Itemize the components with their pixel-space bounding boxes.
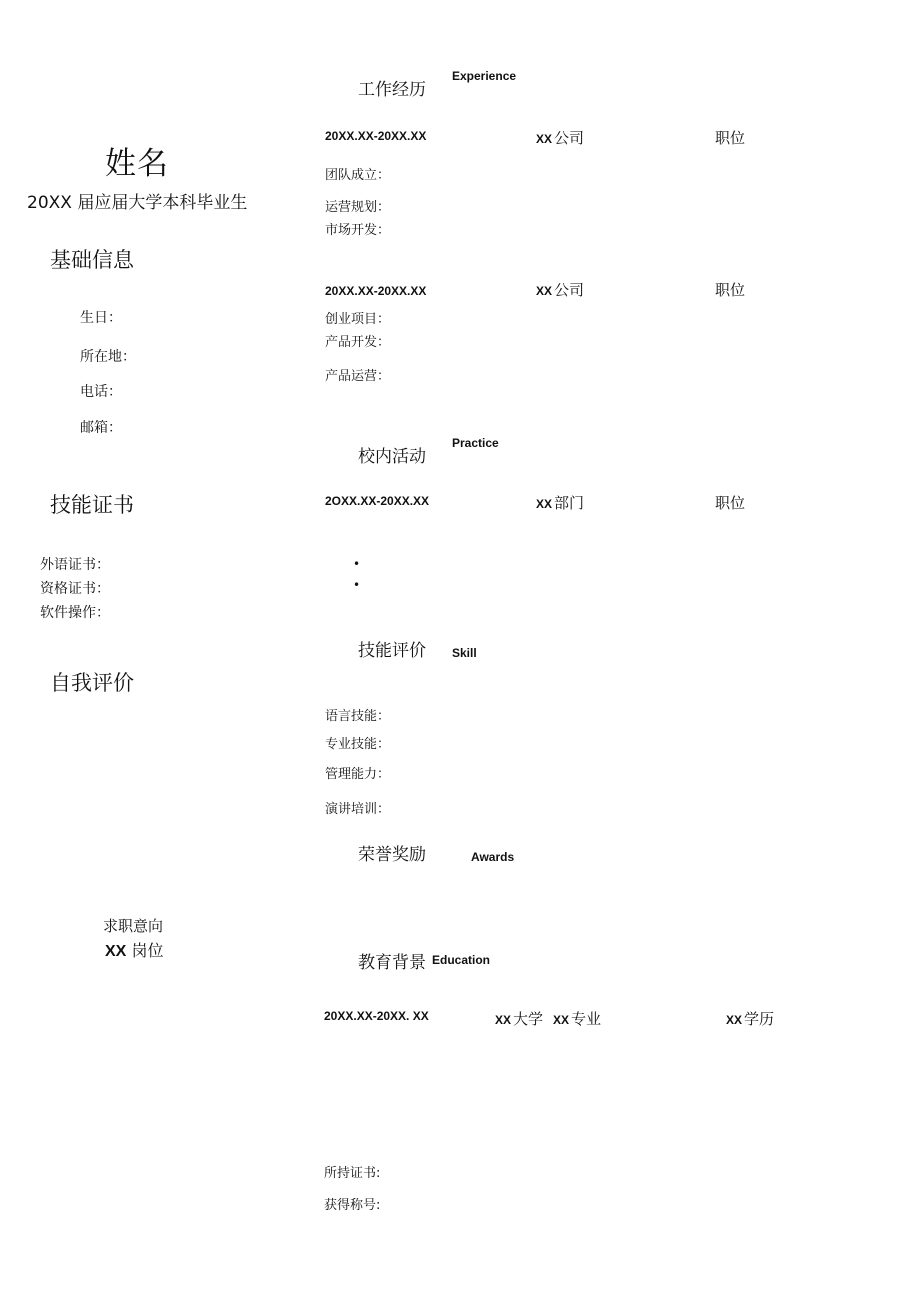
education-titles-label: 获得称号: (324, 1198, 381, 1213)
exp1-item-team: 团队成立： (325, 168, 391, 183)
exp1-org-xx: XX (536, 132, 553, 146)
education-date: 20XX.XX-20XX. XX (324, 1009, 429, 1023)
education-heading: 教育背景 (358, 953, 426, 973)
education-tag: Education (432, 953, 491, 967)
self-eval-heading: 自我评价 (50, 671, 134, 695)
education-major-text: 专业 (571, 1010, 602, 1028)
candidate-name: 姓名 (105, 146, 169, 182)
skill-item-speech: 演讲培训： (325, 802, 391, 817)
job-intent-value (105, 938, 163, 961)
birthday-label: 生日： (80, 310, 122, 326)
exp1-org-text: 公司 (554, 129, 585, 147)
practice-position: 职位 (715, 494, 746, 512)
exp1-item-market: 市场开发： (325, 223, 391, 238)
exp2-date: 20XX.XX-20XX.XX (325, 284, 427, 298)
qualification-cert-label: 资格证书： (40, 581, 110, 597)
skill-item-language: 语言技能： (325, 709, 391, 724)
practice-org (536, 492, 584, 513)
awards-tag: Awards (471, 850, 515, 864)
education-school-text: 大学 (513, 1010, 544, 1028)
location-label: 所在地： (80, 349, 136, 365)
exp1-date: 20XX.XX-20XX.XX (325, 129, 427, 143)
practice-tag: Practice (452, 436, 499, 450)
practice-org-xx: XX (536, 497, 553, 511)
exp1-org (536, 127, 584, 148)
practice-bullet: • (353, 578, 361, 592)
practice-date: 2OXX.XX-20XX.XX (325, 494, 430, 508)
exp2-item-product-ops: 产品运营： (325, 369, 391, 384)
experience-heading: 工作经历 (358, 80, 426, 100)
education-school-xx: XX (495, 1013, 512, 1027)
education-degree-text: 学历 (744, 1010, 775, 1028)
practice-bullet: • (353, 557, 361, 571)
education-school (495, 1008, 543, 1029)
education-certificates-label: 所持证书: (324, 1166, 381, 1181)
exp1-item-planning: 运营规划： (325, 200, 391, 215)
job-intent-text: 岗位 (131, 941, 164, 960)
experience-tag: Experience (452, 69, 517, 83)
practice-heading: 校内活动 (358, 447, 426, 467)
education-major-xx: XX (553, 1013, 570, 1027)
exp2-org-xx: XX (536, 284, 553, 298)
software-skill-label: 软件操作： (40, 605, 110, 621)
phone-label: 电话： (80, 384, 122, 400)
education-degree (726, 1008, 774, 1029)
job-intent-label: 求职意向 (103, 917, 164, 935)
exp2-org (536, 279, 584, 300)
exp2-org-text: 公司 (554, 281, 585, 299)
language-cert-label: 外语证书： (40, 557, 110, 573)
awards-heading: 荣誉奖励 (358, 845, 426, 865)
skill-item-professional: 专业技能： (325, 737, 391, 752)
skill-heading: 技能评价 (358, 641, 426, 661)
exp2-item-product-dev: 产品开发： (325, 335, 391, 350)
skills-cert-heading: 技能证书 (50, 493, 134, 517)
exp1-position: 职位 (715, 129, 746, 147)
skill-tag: Skill (452, 646, 477, 660)
exp2-item-startup: 创业项目： (325, 312, 391, 327)
basic-info-heading: 基础信息 (50, 248, 134, 272)
exp2-position: 职位 (715, 281, 746, 299)
practice-org-text: 部门 (554, 494, 585, 512)
candidate-subtitle: 20XX 届应届大学本科毕业生 (27, 193, 248, 213)
education-degree-xx: XX (726, 1013, 743, 1027)
education-major (553, 1008, 601, 1029)
skill-item-management: 管理能力： (325, 767, 391, 782)
job-intent-xx: XX (105, 943, 127, 960)
email-label: 邮箱： (80, 420, 122, 436)
